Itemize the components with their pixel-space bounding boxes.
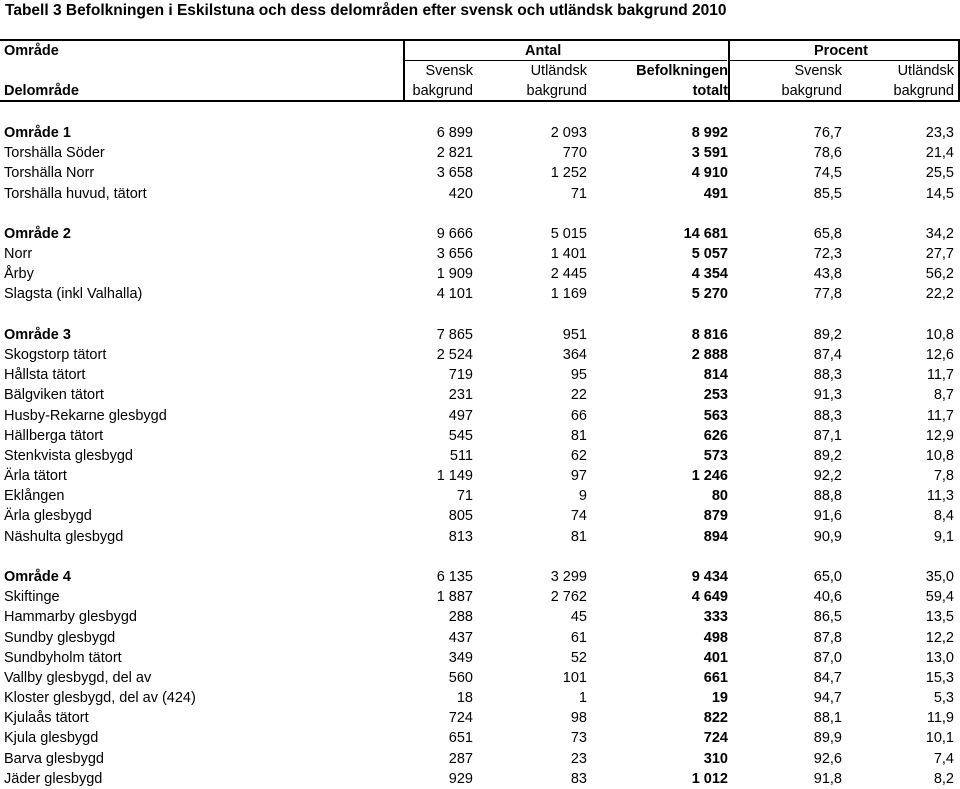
row-name: Årby <box>4 266 34 283</box>
cell-procent-utlandsk: 12,6 <box>925 346 954 363</box>
cell-procent-svensk: 94,7 <box>813 690 842 707</box>
cell-procent-svensk: 88,3 <box>813 407 842 424</box>
cell-utlandsk: 52 <box>570 649 587 666</box>
cell-svensk: 1 909 <box>436 266 473 283</box>
table-row <box>0 143 960 163</box>
cell-procent-utlandsk: 11,7 <box>926 367 954 384</box>
cell-procent-utlandsk: 11,7 <box>926 407 954 424</box>
cell-totalt: 491 <box>703 185 728 202</box>
cell-svensk: 545 <box>448 427 473 444</box>
header-procent: Procent <box>814 43 868 59</box>
row-name: Sundby glesbygd <box>4 629 116 646</box>
table-row <box>0 284 960 304</box>
cell-totalt: 879 <box>703 508 728 525</box>
cell-svensk: 287 <box>448 750 473 767</box>
cell-procent-svensk: 91,3 <box>813 387 842 404</box>
cell-procent-svensk: 91,6 <box>813 508 842 525</box>
cell-svensk: 651 <box>448 730 473 747</box>
cell-totalt: 4 649 <box>691 589 728 606</box>
cell-svensk: 813 <box>448 528 473 545</box>
row-name: Torshälla Söder <box>4 145 105 162</box>
cell-procent-utlandsk: 27,7 <box>925 246 954 263</box>
cell-procent-utlandsk: 15,3 <box>925 669 954 686</box>
cell-utlandsk: 770 <box>562 145 587 162</box>
header-omrade: Område <box>4 43 59 59</box>
cell-totalt: 4 910 <box>691 165 728 182</box>
cell-svensk: 2 524 <box>436 346 473 363</box>
table-row <box>0 769 960 789</box>
table-row <box>0 163 960 183</box>
cell-svensk: 2 821 <box>436 145 473 162</box>
table-row <box>0 325 960 345</box>
header-procent-svensk-top: Svensk <box>794 63 842 79</box>
cell-procent-svensk: 85,5 <box>813 185 842 202</box>
row-name: Eklången <box>4 488 65 505</box>
header-divider-left <box>403 40 405 100</box>
cell-procent-svensk: 43,8 <box>813 266 842 283</box>
table-row <box>0 728 960 748</box>
cell-utlandsk: 83 <box>570 770 587 787</box>
cell-utlandsk: 97 <box>570 468 587 485</box>
cell-totalt: 1 012 <box>691 770 728 787</box>
row-name: Näshulta glesbygd <box>4 528 124 545</box>
row-name: Hållsta tätort <box>4 367 86 384</box>
cell-procent-svensk: 72,3 <box>813 246 842 263</box>
cell-utlandsk: 45 <box>570 609 587 626</box>
cell-totalt: 333 <box>703 609 728 626</box>
header-svensk-bottom: bakgrund <box>412 83 473 99</box>
cell-utlandsk: 364 <box>562 346 587 363</box>
cell-totalt: 814 <box>703 367 728 384</box>
cell-totalt: 5 057 <box>691 246 728 263</box>
cell-procent-utlandsk: 12,9 <box>925 427 954 444</box>
cell-totalt: 563 <box>703 407 728 424</box>
cell-svensk: 3 656 <box>436 246 473 263</box>
cell-procent-svensk: 77,8 <box>813 286 842 303</box>
cell-svensk: 6 899 <box>436 125 473 141</box>
cell-procent-utlandsk: 11,9 <box>926 710 954 727</box>
cell-procent-utlandsk: 22,2 <box>925 286 954 303</box>
row-name: Hällberga tätort <box>4 427 104 444</box>
cell-svensk: 437 <box>448 629 473 646</box>
table-row <box>0 426 960 446</box>
table-row <box>0 607 960 627</box>
cell-procent-utlandsk: 7,4 <box>933 750 954 767</box>
cell-procent-svensk: 78,6 <box>813 145 842 162</box>
table-row <box>0 668 960 688</box>
cell-procent-utlandsk: 56,2 <box>925 266 954 283</box>
table-row <box>0 406 960 426</box>
row-name: Område 4 <box>4 568 71 585</box>
cell-svensk: 805 <box>448 508 473 525</box>
row-name: Stenkvista glesbygd <box>4 447 133 464</box>
cell-svensk: 1 149 <box>436 468 473 485</box>
cell-procent-svensk: 65,0 <box>813 568 842 585</box>
cell-procent-utlandsk: 10,8 <box>925 326 954 343</box>
cell-totalt: 253 <box>703 387 728 404</box>
cell-procent-svensk: 84,7 <box>813 669 842 686</box>
header-befolkningen-bottom: totalt <box>692 83 728 99</box>
row-name: Ärla glesbygd <box>4 508 92 525</box>
cell-procent-utlandsk: 5,3 <box>933 690 954 707</box>
cell-procent-svensk: 88,3 <box>813 367 842 384</box>
cell-utlandsk: 61 <box>570 629 587 646</box>
cell-totalt: 822 <box>703 710 728 727</box>
cell-procent-svensk: 87,8 <box>813 629 842 646</box>
row-name: Sundbyholm tätort <box>4 649 122 666</box>
cell-procent-svensk: 89,9 <box>813 730 842 747</box>
row-name: Område 3 <box>4 326 71 343</box>
cell-totalt: 19 <box>711 690 728 707</box>
header-procent-utlandsk-top: Utländsk <box>897 63 954 79</box>
row-name: Kjula glesbygd <box>4 730 99 747</box>
cell-utlandsk: 101 <box>562 669 587 686</box>
cell-utlandsk: 5 015 <box>550 225 587 242</box>
cell-utlandsk: 81 <box>570 528 587 545</box>
table-row <box>0 749 960 769</box>
cell-procent-utlandsk: 8,4 <box>933 508 954 525</box>
table-row <box>0 123 960 143</box>
cell-procent-utlandsk: 23,3 <box>925 125 954 141</box>
cell-procent-utlandsk: 21,4 <box>925 145 954 162</box>
cell-procent-utlandsk: 14,5 <box>925 185 954 202</box>
row-name: Kjulaås tätort <box>4 710 89 727</box>
table-row <box>0 708 960 728</box>
table-row <box>0 688 960 708</box>
cell-totalt: 4 354 <box>691 266 728 283</box>
cell-totalt: 80 <box>711 488 728 505</box>
cell-svensk: 231 <box>448 387 473 404</box>
cell-procent-svensk: 91,8 <box>813 770 842 787</box>
table-row <box>0 224 960 244</box>
cell-totalt: 8 816 <box>691 326 728 343</box>
cell-utlandsk: 1 169 <box>550 286 587 303</box>
cell-svensk: 929 <box>448 770 473 787</box>
cell-procent-svensk: 40,6 <box>813 589 842 606</box>
cell-totalt: 498 <box>703 629 728 646</box>
cell-procent-utlandsk: 25,5 <box>925 165 954 182</box>
header-utlandsk-bottom: bakgrund <box>526 83 587 99</box>
table-title: Tabell 3 Befolkningen i Eskilstuna och dess delområden efter svensk och utländsk bakgrund 2010 <box>5 2 727 19</box>
cell-utlandsk: 3 299 <box>550 568 587 585</box>
cell-utlandsk: 23 <box>570 750 587 767</box>
table-row <box>0 567 960 587</box>
cell-procent-utlandsk: 7,8 <box>933 468 954 485</box>
table-row <box>0 385 960 405</box>
cell-procent-svensk: 88,1 <box>813 710 842 727</box>
cell-totalt: 9 434 <box>691 568 728 585</box>
row-name: Torshälla Norr <box>4 165 95 182</box>
cell-utlandsk: 2 445 <box>550 266 587 283</box>
cell-procent-svensk: 87,4 <box>813 346 842 363</box>
cell-totalt: 894 <box>703 528 728 545</box>
cell-utlandsk: 71 <box>570 185 587 202</box>
cell-svensk: 511 <box>449 447 473 464</box>
cell-utlandsk: 2 762 <box>550 589 587 606</box>
cell-svensk: 6 135 <box>436 568 473 585</box>
cell-procent-svensk: 89,2 <box>813 326 842 343</box>
row-name: Hammarby glesbygd <box>4 609 137 626</box>
row-name: Område 2 <box>4 225 71 242</box>
cell-totalt: 310 <box>703 750 728 767</box>
cell-svensk: 288 <box>448 609 473 626</box>
cell-procent-utlandsk: 8,2 <box>933 770 954 787</box>
table-row <box>0 587 960 607</box>
header-procent-utlandsk-bottom: bakgrund <box>893 83 954 99</box>
cell-svensk: 9 666 <box>436 225 473 242</box>
cell-svensk: 7 865 <box>436 326 473 343</box>
cell-procent-svensk: 89,2 <box>813 447 842 464</box>
cell-utlandsk: 98 <box>570 710 587 727</box>
cell-utlandsk: 1 <box>578 690 587 707</box>
cell-svensk: 560 <box>448 669 473 686</box>
header-procent-svensk-bottom: bakgrund <box>781 83 842 99</box>
cell-utlandsk: 9 <box>578 488 587 505</box>
table-row <box>0 466 960 486</box>
cell-procent-utlandsk: 13,5 <box>925 609 954 626</box>
cell-totalt: 14 681 <box>683 225 728 242</box>
cell-totalt: 5 270 <box>691 286 728 303</box>
cell-svensk: 349 <box>448 649 473 666</box>
cell-procent-utlandsk: 10,1 <box>925 730 954 747</box>
cell-procent-svensk: 92,6 <box>813 750 842 767</box>
cell-procent-svensk: 74,5 <box>813 165 842 182</box>
cell-utlandsk: 62 <box>570 447 587 464</box>
row-name: Husby-Rekarne glesbygd <box>4 407 167 424</box>
cell-procent-utlandsk: 9,1 <box>933 528 954 545</box>
table-row <box>0 506 960 526</box>
cell-procent-svensk: 87,0 <box>813 649 842 666</box>
cell-svensk: 497 <box>448 407 473 424</box>
header-svensk-top: Svensk <box>425 63 473 79</box>
cell-svensk: 18 <box>456 690 473 707</box>
cell-procent-svensk: 92,2 <box>813 468 842 485</box>
row-name: Vallby glesbygd, del av <box>4 669 152 686</box>
table-row <box>0 244 960 264</box>
table-row <box>0 184 960 204</box>
table-row <box>0 446 960 466</box>
cell-totalt: 401 <box>703 649 728 666</box>
cell-utlandsk: 73 <box>570 730 587 747</box>
table-row <box>0 365 960 385</box>
cell-procent-svensk: 65,8 <box>813 225 842 242</box>
cell-procent-svensk: 90,9 <box>813 528 842 545</box>
cell-totalt: 626 <box>703 427 728 444</box>
cell-procent-utlandsk: 34,2 <box>925 225 954 242</box>
row-name: Skiftinge <box>4 589 60 606</box>
cell-totalt: 3 591 <box>691 145 728 162</box>
table-row <box>0 628 960 648</box>
cell-totalt: 2 888 <box>691 346 728 363</box>
row-name: Torshälla huvud, tätort <box>4 185 147 202</box>
cell-svensk: 3 658 <box>436 165 473 182</box>
cell-totalt: 573 <box>703 447 728 464</box>
table-row <box>0 264 960 284</box>
header-divider-edge <box>958 40 960 100</box>
row-name: Jäder glesbygd <box>4 770 103 787</box>
header-antal: Antal <box>525 43 562 59</box>
table-row <box>0 648 960 668</box>
cell-procent-utlandsk: 10,8 <box>925 447 954 464</box>
header-utlandsk-top: Utländsk <box>530 63 587 79</box>
header-delomrade: Delområde <box>4 83 79 99</box>
table-row <box>0 486 960 506</box>
cell-utlandsk: 95 <box>570 367 587 384</box>
cell-utlandsk: 1 252 <box>550 165 587 182</box>
cell-utlandsk: 2 093 <box>550 125 587 141</box>
cell-totalt: 1 246 <box>691 468 728 485</box>
cell-procent-utlandsk: 11,3 <box>926 488 954 505</box>
cell-procent-svensk: 88,8 <box>813 488 842 505</box>
row-name: Norr <box>4 246 33 263</box>
cell-procent-utlandsk: 59,4 <box>925 589 954 606</box>
row-name: Skogstorp tätort <box>4 346 107 363</box>
cell-utlandsk: 951 <box>562 326 587 343</box>
cell-svensk: 71 <box>456 488 473 505</box>
row-name: Kloster glesbygd, del av (424) <box>4 690 196 707</box>
cell-svensk: 724 <box>448 710 473 727</box>
cell-procent-utlandsk: 12,2 <box>925 629 954 646</box>
cell-svensk: 420 <box>448 185 473 202</box>
row-name: Barva glesbygd <box>4 750 104 767</box>
row-name: Bälgviken tätort <box>4 387 104 404</box>
cell-procent-svensk: 86,5 <box>813 609 842 626</box>
cell-utlandsk: 1 401 <box>550 246 587 263</box>
cell-totalt: 661 <box>703 669 728 686</box>
cell-totalt: 8 992 <box>691 125 728 141</box>
cell-procent-utlandsk: 13,0 <box>925 649 954 666</box>
cell-utlandsk: 74 <box>570 508 587 525</box>
cell-svensk: 4 101 <box>436 286 473 303</box>
cell-utlandsk: 66 <box>570 407 587 424</box>
cell-procent-svensk: 76,7 <box>813 125 842 141</box>
row-name: Område 1 <box>4 125 71 141</box>
cell-procent-svensk: 87,1 <box>813 427 842 444</box>
table-row <box>0 527 960 547</box>
cell-procent-utlandsk: 8,7 <box>933 387 954 404</box>
header-divider-right <box>728 40 730 100</box>
table-row <box>0 345 960 365</box>
cell-totalt: 724 <box>703 730 728 747</box>
row-name: Ärla tätort <box>4 468 67 485</box>
header-befolkningen-top: Befolkningen <box>636 63 728 79</box>
row-name: Slagsta (inkl Valhalla) <box>4 286 143 303</box>
cell-utlandsk: 22 <box>570 387 587 404</box>
cell-procent-utlandsk: 35,0 <box>925 568 954 585</box>
cell-utlandsk: 81 <box>570 427 587 444</box>
cell-svensk: 719 <box>448 367 473 384</box>
cell-svensk: 1 887 <box>436 589 473 606</box>
